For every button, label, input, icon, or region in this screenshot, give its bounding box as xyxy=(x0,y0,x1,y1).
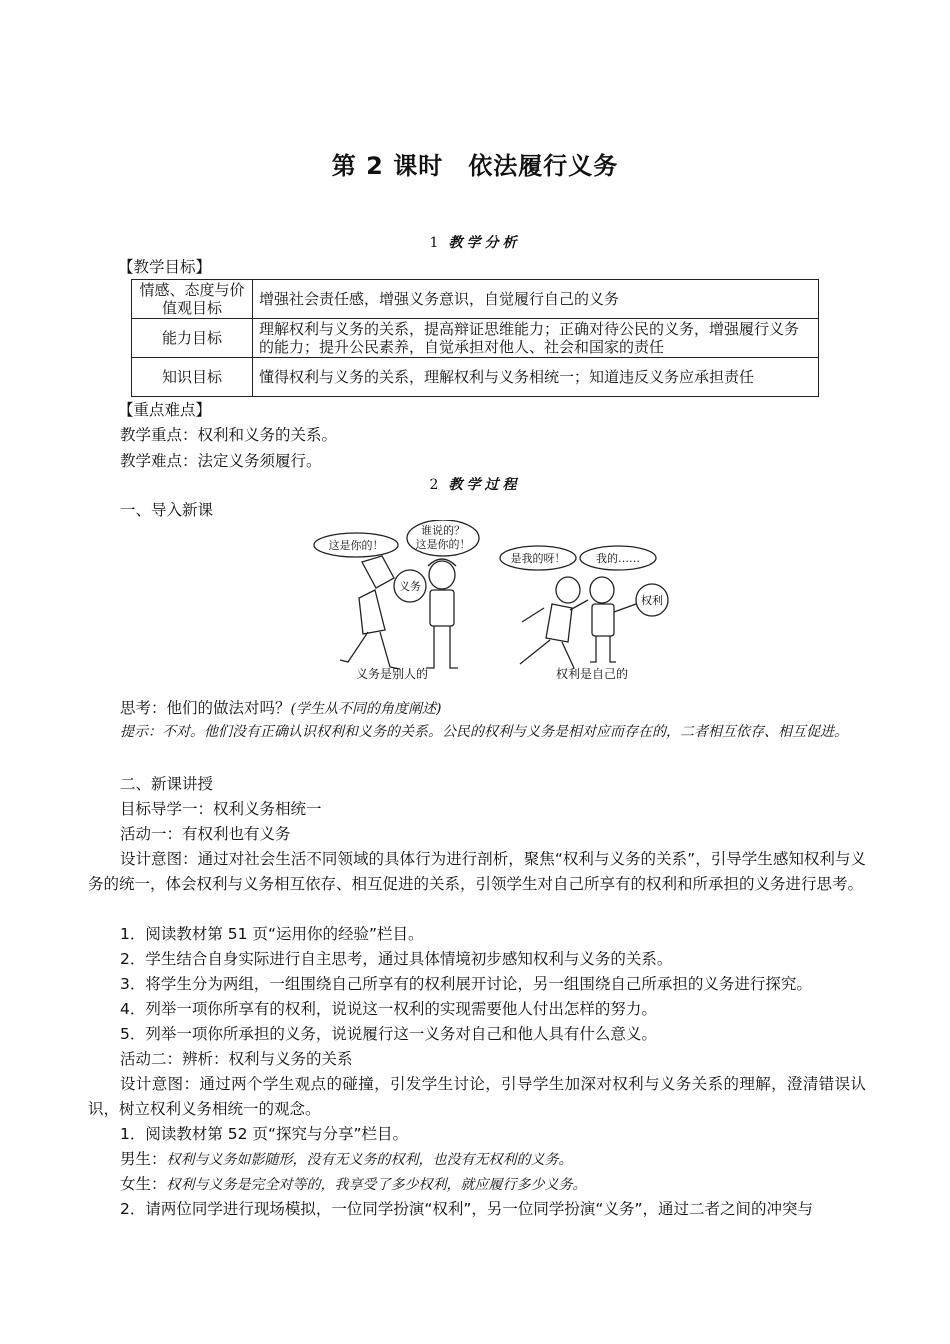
list-item: 2．请两位同学进行现场模拟，一位同学扮演“权利”，另一位同学扮演“义务”，通过二者之间的冲突与 xyxy=(120,1200,813,1218)
list-item: 5．列举一项你所承担的义务，说说履行这一义务对自己和他人具有什么意义。 xyxy=(120,1025,657,1043)
think-note: (学生从不同的角度阐述) xyxy=(290,701,442,717)
list-item: 4．列举一项你所享有的权利，说说这一权利的实现需要他人付出怎样的努力。 xyxy=(120,1000,657,1018)
bubble-text: 谁说的？ xyxy=(421,524,465,537)
girl-statement xyxy=(120,1172,587,1197)
section-number: 1 xyxy=(429,235,439,251)
section-label: 教学分析 xyxy=(448,235,521,251)
table-row xyxy=(132,358,819,397)
part-heading: 一、导入新课 xyxy=(120,501,214,519)
goals-heading: 【教学目标】 xyxy=(118,258,212,276)
part-heading: 二、新课讲授 xyxy=(120,775,214,793)
illustration-caption: 权利是自己的 xyxy=(555,667,629,681)
figure-standing-icon xyxy=(426,559,458,668)
table-row xyxy=(132,280,819,319)
bubble-text: 这是你的！ xyxy=(328,539,384,552)
list-item: 3．将学生分为两组，一组围绕自己所享有的权利展开讨论，另一组围绕自己所承担的义务进行探究。 xyxy=(120,975,812,993)
design-intent-paragraph: 设计意图：通过两个学生观点的碰撞，引发学生讨论，引导学生加深对权利与义务关系的理解，澄清错误认识，树立权利义务相统一的观念。 xyxy=(88,1075,866,1118)
list-item: 1．阅读教材第 52 页“探究与分享”栏目。 xyxy=(120,1125,408,1143)
bubble-text: 这是你的！ xyxy=(415,538,471,551)
difficult-point: 教学难点：法定义务须履行。 xyxy=(120,452,322,470)
illustration-caption: 义务是别人的 xyxy=(355,667,429,681)
list-item: 2．学生结合自身实际进行自主思考，通过具体情境初步感知权利与义务的关系。 xyxy=(120,950,673,968)
activity-heading: 活动二：辨析：权利与义务的关系 xyxy=(120,1050,353,1068)
ball-label: 权利 xyxy=(641,594,663,607)
bubble-text: 我的…… xyxy=(596,552,640,565)
table-row xyxy=(132,319,819,358)
key-point: 教学重点：权利和义务的关系。 xyxy=(120,426,338,444)
section-heading-process xyxy=(0,474,950,494)
hint-paragraph: 提示：不对。他们没有正确认识权利和义务的关系。公民的权利与义务是相对应而存在的，二者相互依存、相互促进。 xyxy=(120,724,848,740)
design-intent-paragraph: 设计意图：通过对社会生活不同领域的具体行为进行剖析，聚焦“权利与义务的关系”，引导学生感知权利与义务的统一，体会权利与义务相互依存、相互促进的关系，引领学生对自己所享有的权利和所承担的义务进行思考。 xyxy=(88,850,866,893)
cartoon-illustration xyxy=(300,520,670,685)
think-label: 思考：他们的做法对吗？ xyxy=(120,699,291,717)
keypoints-heading: 【重点难点】 xyxy=(118,401,212,419)
section-heading-analysis xyxy=(0,232,950,252)
speaker-label: 男生： xyxy=(120,1150,167,1168)
goal-label: 能力目标 xyxy=(132,319,253,358)
speaker-label: 女生： xyxy=(120,1175,167,1193)
figure-holding-ball-icon xyxy=(590,577,636,662)
goal-heading: 目标导学一：权利义务相统一 xyxy=(120,800,322,818)
activity-heading: 活动一：有权利也有义务 xyxy=(120,825,291,843)
ball-label: 义务 xyxy=(399,580,421,593)
think-question xyxy=(120,696,441,721)
figure-walking-icon xyxy=(340,556,400,669)
goal-content: 懂得权利与义务的关系，理解权利与义务相统一；知道违反义务应承担责任 xyxy=(253,358,819,397)
list-item: 1．阅读教材第 51 页“运用你的经验”栏目。 xyxy=(120,925,424,943)
goal-label: 知识目标 xyxy=(132,358,253,397)
goal-content: 理解权利与义务的关系，提高辩证思维能力；正确对待公民的义务，增强履行义务的能力；提升公民素养，自觉承担对他人、社会和国家的责任 xyxy=(253,319,819,358)
speaker-text: 权利与义务是完全对等的，我享受了多少权利，就应履行多少义务。 xyxy=(166,1177,587,1193)
goal-content: 增强社会责任感，增强义务意识，自觉履行自己的义务 xyxy=(253,280,819,319)
bubble-text: 是我的呀！ xyxy=(510,552,566,565)
goals-table xyxy=(131,279,819,397)
boy-statement xyxy=(120,1147,573,1172)
speaker-text: 权利与义务如影随形，没有无义务的权利，也没有无权利的义务。 xyxy=(166,1152,573,1168)
figure-running-icon xyxy=(520,577,588,668)
section-label: 教学过程 xyxy=(448,477,521,493)
section-number: 2 xyxy=(429,477,439,493)
lesson-title: 第 2 课时 依法履行义务 xyxy=(331,152,619,180)
goal-label: 情感、态度与价值观目标 xyxy=(132,280,253,319)
